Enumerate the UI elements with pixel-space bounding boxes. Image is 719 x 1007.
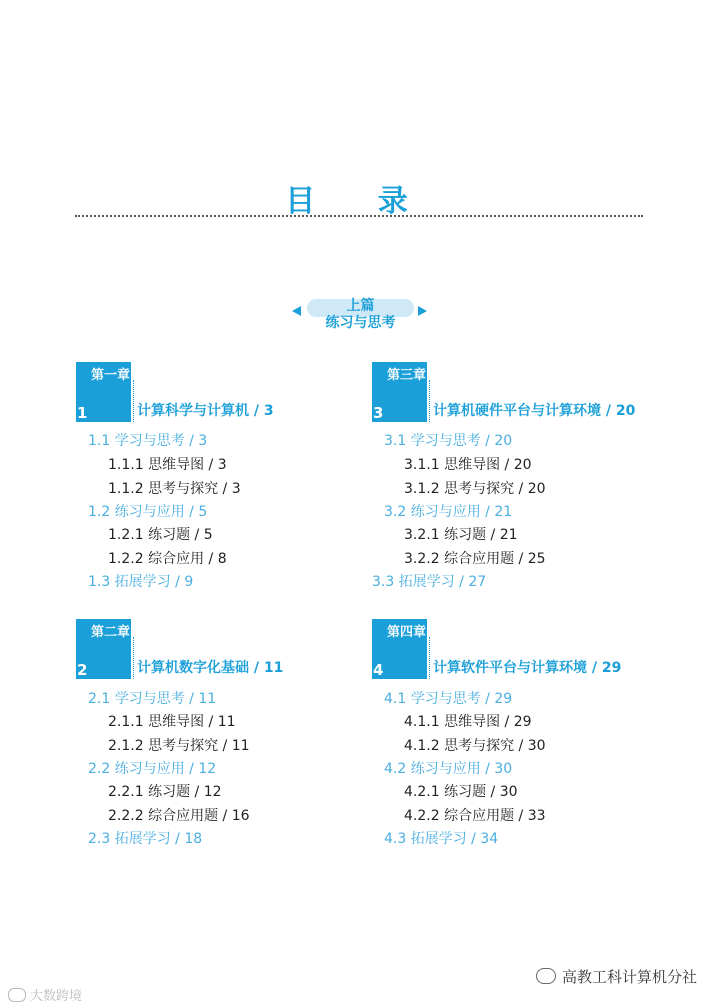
chapter-divider <box>133 637 134 679</box>
toc-subsection-entry[interactable]: 3.1.2 思考与探究 / 20 <box>404 481 546 497</box>
toc-subsection-entry[interactable]: 4.2.2 综合应用题 / 33 <box>404 808 546 824</box>
publisher-watermark <box>536 966 697 987</box>
toc-section-entry[interactable]: 1.3 拓展学习 / 9 <box>88 574 194 590</box>
toc-section-entry[interactable]: 4.2 练习与应用 / 30 <box>384 761 513 777</box>
toc-subsection-entry[interactable]: 2.1.2 思考与探究 / 11 <box>108 738 250 754</box>
part-label: 上篇 <box>346 298 375 314</box>
page-title: 目 录 <box>285 184 434 219</box>
chapter-label: 第三章 <box>387 368 427 383</box>
chapter-title[interactable]: 计算机数字化基础 / 11 <box>137 660 284 676</box>
toc-section-entry[interactable]: 2.1 学习与思考 / 11 <box>88 691 217 707</box>
chapter-number: 2 <box>77 661 88 679</box>
toc-subsection-entry[interactable]: 3.2.1 练习题 / 21 <box>404 527 518 543</box>
toc-section-entry[interactable]: 3.1 学习与思考 / 20 <box>384 433 513 449</box>
toc-subsection-entry[interactable]: 2.2.1 练习题 / 12 <box>108 784 222 800</box>
chapter-number: 1 <box>77 404 88 422</box>
watermark-logo-icon <box>8 988 26 1002</box>
chapter-badge <box>372 362 427 422</box>
chapter-title[interactable]: 计算软件平台与计算环境 / 29 <box>433 660 622 676</box>
chapter-badge <box>76 362 131 422</box>
toc-subsection-entry[interactable]: 1.2.2 综合应用 / 8 <box>108 551 227 567</box>
chapter-divider <box>429 637 430 679</box>
toc-section-entry[interactable]: 3.2 练习与应用 / 21 <box>384 504 513 520</box>
chapter-badge <box>76 619 131 679</box>
toc-subsection-entry[interactable]: 1.1.1 思维导图 / 3 <box>108 457 227 473</box>
part-badge <box>307 296 414 332</box>
wechat-icon <box>536 968 556 984</box>
toc-subsection-entry[interactable]: 2.1.1 思维导图 / 11 <box>108 714 236 730</box>
toc-section-entry[interactable]: 1.2 练习与应用 / 5 <box>88 504 208 520</box>
toc-section-entry[interactable]: 4.1 学习与思考 / 29 <box>384 691 513 707</box>
part-title: 练习与思考 <box>325 315 396 331</box>
toc-section-entry[interactable]: 2.2 练习与应用 / 12 <box>88 761 217 777</box>
toc-section-entry[interactable]: 4.3 拓展学习 / 34 <box>384 831 499 847</box>
toc-subsection-entry[interactable]: 1.1.2 思考与探究 / 3 <box>108 481 241 497</box>
chapter-label: 第四章 <box>387 625 427 640</box>
toc-subsection-entry[interactable]: 3.1.1 思维导图 / 20 <box>404 457 532 473</box>
toc-section-entry[interactable]: 1.1 学习与思考 / 3 <box>88 433 208 449</box>
publisher-name: 高教工科计算机分社 <box>561 968 697 986</box>
chapter-divider <box>429 380 430 422</box>
corner-watermark <box>8 985 82 1004</box>
toc-section-entry[interactable]: 3.3 拓展学习 / 27 <box>372 574 487 590</box>
watermark-text: 大数跨境 <box>30 989 83 1004</box>
toc-subsection-entry[interactable]: 4.2.1 练习题 / 30 <box>404 784 518 800</box>
toc-subsection-entry[interactable]: 2.2.2 综合应用题 / 16 <box>108 808 250 824</box>
title-divider <box>75 215 643 217</box>
chapter-label: 第二章 <box>91 625 131 640</box>
toc-subsection-entry[interactable]: 3.2.2 综合应用题 / 25 <box>404 551 546 567</box>
chapter-divider <box>133 380 134 422</box>
toc-subsection-entry[interactable]: 4.1.1 思维导图 / 29 <box>404 714 532 730</box>
chapter-label: 第一章 <box>91 368 131 383</box>
toc-subsection-entry[interactable]: 1.2.1 练习题 / 5 <box>108 527 213 543</box>
toc-subsection-entry[interactable]: 4.1.2 思考与探究 / 30 <box>404 738 546 754</box>
chapter-number: 3 <box>373 404 384 422</box>
chapter-number: 4 <box>373 661 384 679</box>
right-arrow-icon <box>418 306 427 316</box>
chapter-title[interactable]: 计算科学与计算机 / 3 <box>137 403 274 419</box>
left-arrow-icon <box>292 306 301 316</box>
toc-section-entry[interactable]: 2.3 拓展学习 / 18 <box>88 831 203 847</box>
chapter-title[interactable]: 计算机硬件平台与计算环境 / 20 <box>433 403 636 419</box>
chapter-badge <box>372 619 427 679</box>
